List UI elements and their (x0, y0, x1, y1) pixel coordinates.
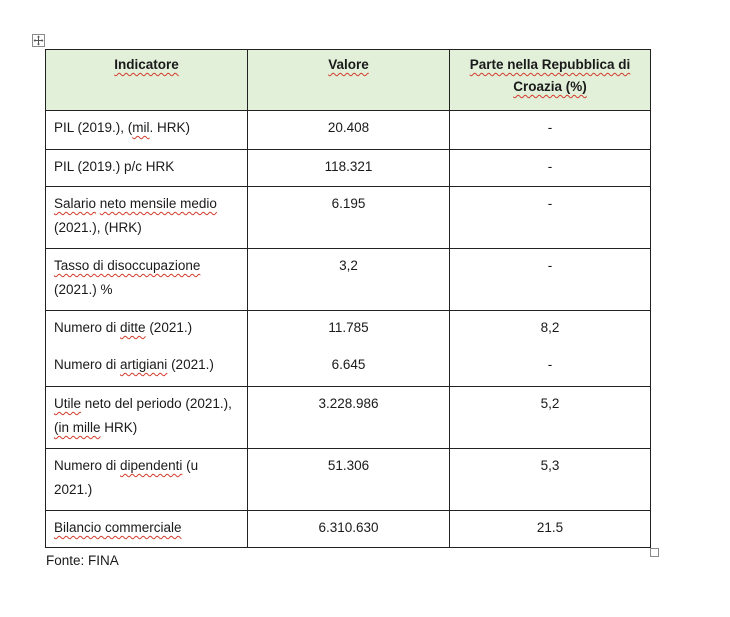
row-share: - (450, 150, 651, 187)
row-value-main: 11.785 (328, 320, 369, 335)
table-row (46, 150, 651, 187)
row-label: Salario neto mensile medio (2021.), (HRK) (46, 187, 248, 249)
row-value: 6.310.630 (248, 511, 450, 548)
header-value: Valore (248, 50, 450, 111)
row-value: 6.195 (248, 187, 450, 249)
header-share-line1: Parte nella Repubblica di (469, 57, 631, 72)
table-row (46, 111, 651, 150)
move-icon (33, 35, 44, 46)
row-share: 5,2 (450, 387, 651, 449)
row-label: PIL (2019.) p/c HRK (46, 150, 248, 187)
row-label: Bilancio commerciale (46, 511, 248, 548)
table-resize-handle-icon[interactable] (650, 548, 659, 557)
row-value (248, 311, 450, 387)
row-share: - (450, 111, 651, 150)
row-share (450, 311, 651, 387)
row-share-main: 8,2 (540, 320, 560, 335)
row-label: Utile neto del periodo (2021.), (in mille HRK) (46, 387, 248, 449)
table-row (46, 449, 651, 511)
table-row (46, 249, 651, 311)
row-value: 3.228.986 (248, 387, 450, 449)
row-label: PIL (2019.), (mil. HRK) (46, 111, 248, 150)
row-share: - (450, 187, 651, 249)
table-move-handle-icon[interactable] (32, 34, 45, 47)
table-row (46, 387, 651, 449)
source-note: Fonte: FINA (46, 553, 119, 568)
row-label: Tasso di disoccupazione (2021.) % (46, 249, 248, 311)
row-share-sub: - (547, 357, 553, 372)
row-value: 118.321 (248, 150, 450, 187)
header-share (450, 50, 651, 111)
row-label (46, 311, 248, 387)
row-label: Numero di dipendenti (u 2021.) (46, 449, 248, 511)
table-row (46, 311, 651, 387)
indicators-table (45, 49, 651, 548)
row-value: 3,2 (248, 249, 450, 311)
row-share: 21.5 (450, 511, 651, 548)
row-value-sub: 6.645 (331, 357, 366, 372)
row-label-main: Numero di ditte (2021.) (54, 320, 193, 335)
row-value: 20.408 (248, 111, 450, 150)
table-header-row (46, 50, 651, 111)
header-share-line2: Croazia (%) (513, 79, 587, 94)
table-row (46, 511, 651, 548)
table-row (46, 187, 651, 249)
row-value: 51.306 (248, 449, 450, 511)
row-label-sub: Numero di artigiani (2021.) (54, 357, 214, 372)
row-share: 5,3 (450, 449, 651, 511)
row-share: - (450, 249, 651, 311)
header-indicator: Indicatore (46, 50, 248, 111)
